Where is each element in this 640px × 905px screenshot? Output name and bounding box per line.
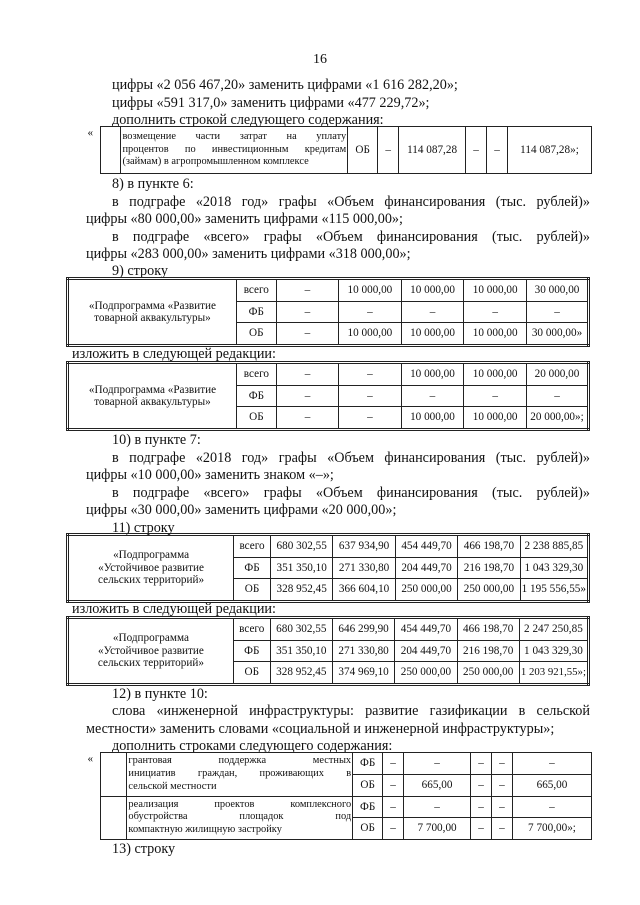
source-cell: ФБ: [233, 640, 270, 661]
source-cell: ФБ: [236, 301, 276, 322]
value-cell: 328 952,45: [270, 579, 332, 602]
table-aquaculture-old: [66, 277, 590, 347]
value-cell: –: [466, 127, 487, 174]
program-name-line: «Устойчивое развитие: [97, 644, 204, 657]
table-new-rows: [80, 752, 592, 840]
source-cell: ФБ: [236, 385, 276, 406]
text-line: цифры «10 000,00» заменить знаком «–»;: [86, 467, 334, 483]
text-line: 11) строку: [112, 520, 175, 536]
value-cell: 1 043 329,30: [520, 557, 588, 578]
value-cell: –: [487, 127, 508, 174]
value-cell: –: [276, 363, 338, 386]
table-aquaculture-new: [66, 361, 590, 431]
text-line: цифры «30 000,00» заменить цифрами «20 000,00»;: [86, 502, 397, 518]
text-line: изложить в следующей редакции:: [72, 346, 276, 362]
text-line: 8) в пункте 6:: [112, 176, 194, 192]
text-line: цифры «80 000,00» заменить цифрами «115 000,00»;: [86, 211, 403, 227]
text-line: слова «инженерной инфраструктуры: развитие газификации в сельской: [112, 703, 590, 719]
value-cell: 10 000,00: [464, 363, 527, 386]
value-cell: –: [378, 127, 399, 174]
program-name: [68, 618, 234, 685]
text-line: 12) в пункте 10:: [112, 686, 208, 702]
value-cell: –: [512, 753, 591, 775]
value-cell: 271 330,80: [332, 640, 394, 661]
value-cell: 466 198,70: [457, 618, 519, 641]
value-cell: –: [383, 796, 404, 818]
program-name-line: «Подпрограмма «Развитие: [88, 383, 217, 396]
value-cell: –: [401, 385, 464, 406]
quote-mark: «: [87, 126, 94, 139]
source-cell: ОБ: [233, 662, 270, 685]
value-cell: 20 000,00: [526, 363, 588, 386]
text-line: цифры «591 317,0» заменить цифрами «477 229,72»;: [112, 95, 430, 111]
page-number: 16: [313, 52, 327, 67]
measure-line: грантовая поддержка местных: [128, 755, 352, 767]
measure-name: [121, 127, 348, 174]
source-cell: ФБ: [353, 753, 383, 775]
measure-line: реализация проектов комплексного: [128, 798, 352, 810]
value-cell: 114 087,28»;: [507, 127, 591, 174]
value-cell: –: [276, 279, 338, 302]
text-line: дополнить строкой следующего содержания:: [112, 112, 384, 128]
value-cell: 10 000,00: [464, 279, 527, 302]
program-name-line: товарной аквакультуры»: [94, 312, 211, 324]
value-cell: 665,00: [404, 774, 471, 796]
value-cell: 10 000,00: [401, 279, 464, 302]
table-rural-new: [66, 616, 590, 686]
program-name-line: сельских территорий»: [97, 657, 204, 670]
value-cell: 454 449,70: [395, 618, 457, 641]
value-cell: –: [276, 301, 338, 322]
text-line: 9) строку: [112, 263, 169, 279]
value-cell: 10 000,00: [339, 279, 402, 302]
value-cell: –: [339, 363, 401, 386]
program-name: [68, 535, 234, 602]
program-name: [68, 279, 237, 346]
text-line: цифры «283 000,00» заменить цифрами «318 000,00»;: [86, 246, 411, 262]
source-cell: всего: [234, 535, 271, 558]
text-line: 13) строку: [112, 841, 176, 857]
value-cell: –: [491, 796, 512, 818]
text-line: в подграфе «всего» графы «Объем финансирования (тыс. рублей)»: [112, 229, 590, 245]
value-cell: 204 449,70: [395, 557, 457, 578]
value-cell: 216 198,70: [458, 557, 520, 578]
text-line: в подграфе «2018 год» графы «Объем финансирования (тыс. рублей)»: [112, 450, 590, 466]
source-cell: ОБ: [353, 774, 383, 796]
value-cell: –: [491, 753, 512, 775]
value-cell: –: [471, 774, 492, 796]
value-cell: 10 000,00: [401, 407, 464, 430]
text-line: 10) в пункте 7:: [112, 432, 201, 448]
value-cell: 1 043 329,30: [519, 640, 588, 661]
value-cell: 7 700,00»;: [512, 818, 591, 840]
text-line: дополнить строками следующего содержания:: [112, 738, 393, 754]
value-cell: 20 000,00»;: [526, 407, 588, 430]
value-cell: 250 000,00: [395, 662, 457, 685]
value-cell: –: [526, 385, 588, 406]
value-cell: 2 238 885,85: [520, 535, 588, 558]
value-cell: 1 195 556,55»: [520, 579, 588, 602]
source-cell: всего: [233, 618, 270, 641]
empty-cell: [101, 753, 127, 797]
source-cell: всего: [236, 279, 276, 302]
value-cell: 2 247 250,85: [519, 618, 588, 641]
text-line: местности» заменить словами «социальной и инженерной инфраструктуры»;: [86, 721, 555, 737]
measure-name: [127, 796, 353, 840]
value-cell: 454 449,70: [395, 535, 457, 558]
table-rural-old: [66, 533, 590, 603]
measure-line: возмещение части затрат на уплату: [122, 131, 347, 143]
value-cell: –: [464, 301, 527, 322]
value-cell: 10 000,00: [464, 407, 527, 430]
value-cell: 250 000,00: [395, 579, 457, 602]
program-name-line: «Подпрограмма: [113, 549, 190, 562]
quote-mark: «: [87, 752, 94, 765]
value-cell: –: [491, 818, 512, 840]
empty-cell: [101, 127, 121, 174]
text-line: цифры «2 056 467,20» заменить цифрами «1 616 282,20»;: [112, 77, 458, 93]
measure-line: инициатив граждан, проживающих в: [128, 767, 352, 779]
value-cell: –: [339, 407, 401, 430]
value-cell: 328 952,45: [270, 662, 332, 685]
source-cell: ОБ: [353, 818, 383, 840]
program-name-line: «Подпрограмма «Развитие: [88, 299, 216, 312]
value-cell: 250 000,00: [457, 662, 519, 685]
measure-line: (займам) в агропромышленном комплексе: [122, 156, 309, 168]
value-cell: –: [491, 774, 512, 796]
value-cell: 271 330,80: [333, 557, 395, 578]
measure-line: обустройства площадок под: [128, 811, 352, 823]
value-cell: 366 604,10: [333, 579, 395, 602]
value-cell: –: [276, 407, 338, 430]
value-cell: 10 000,00: [464, 323, 527, 346]
value-cell: –: [383, 818, 404, 840]
program-name-line: «Подпрограмма: [112, 632, 189, 645]
value-cell: –: [464, 385, 527, 406]
table-subsidy-row: [80, 126, 592, 174]
value-cell: 30 000,00: [527, 279, 589, 302]
value-cell: –: [512, 796, 591, 818]
value-cell: –: [276, 323, 338, 346]
value-cell: 374 969,10: [332, 662, 394, 685]
value-cell: –: [401, 301, 464, 322]
value-cell: 204 449,70: [395, 640, 457, 661]
value-cell: 216 198,70: [457, 640, 519, 661]
value-cell: –: [276, 385, 338, 406]
value-cell: 680 302,55: [270, 618, 332, 641]
measure-line: компактную жилищную застройку: [128, 824, 282, 836]
value-cell: –: [404, 753, 471, 775]
source-cell: ОБ: [348, 127, 378, 174]
value-cell: 10 000,00: [339, 323, 402, 346]
program-name-line: сельских территорий»: [98, 574, 205, 587]
empty-cell: [101, 796, 127, 840]
measure-line: сельской местности: [128, 780, 217, 792]
text-line: в подграфе «всего» графы «Объем финансирования (тыс. рублей)»: [112, 485, 590, 501]
value-cell: –: [471, 753, 492, 775]
value-cell: 250 000,00: [458, 579, 520, 602]
program-name-line: товарной аквакультуры»: [94, 396, 211, 408]
value-cell: –: [339, 385, 401, 406]
source-cell: ФБ: [353, 796, 383, 818]
value-cell: –: [383, 774, 404, 796]
value-cell: –: [471, 796, 492, 818]
program-name: [68, 363, 237, 430]
value-cell: –: [471, 818, 492, 840]
source-cell: ОБ: [236, 407, 276, 430]
value-cell: 1 203 921,55»;: [519, 662, 588, 685]
value-cell: 665,00: [512, 774, 591, 796]
value-cell: 637 934,90: [333, 535, 395, 558]
value-cell: 466 198,70: [458, 535, 520, 558]
source-cell: ОБ: [234, 579, 271, 602]
value-cell: 351 350,10: [270, 557, 332, 578]
value-cell: 646 299,90: [332, 618, 394, 641]
program-name-line: «Устойчивое развитие: [98, 561, 204, 574]
source-cell: ФБ: [234, 557, 271, 578]
value-cell: –: [339, 301, 402, 322]
value-cell: 114 087,28: [399, 127, 466, 174]
value-cell: –: [383, 753, 404, 775]
value-cell: 351 350,10: [270, 640, 332, 661]
value-cell: 7 700,00: [404, 818, 471, 840]
measure-line: процентов по инвестиционным кредитам: [122, 143, 347, 155]
text-line: в подграфе «2018 год» графы «Объем финансирования (тыс. рублей)»: [112, 194, 590, 210]
value-cell: 10 000,00: [401, 363, 464, 386]
source-cell: всего: [236, 363, 276, 386]
measure-name: [127, 753, 353, 797]
text-line: изложить в следующей редакции:: [72, 601, 276, 617]
source-cell: ОБ: [236, 323, 276, 346]
value-cell: 30 000,00»: [527, 323, 589, 346]
value-cell: 10 000,00: [401, 323, 464, 346]
value-cell: –: [527, 301, 589, 322]
value-cell: 680 302,55: [270, 535, 332, 558]
value-cell: –: [404, 796, 471, 818]
